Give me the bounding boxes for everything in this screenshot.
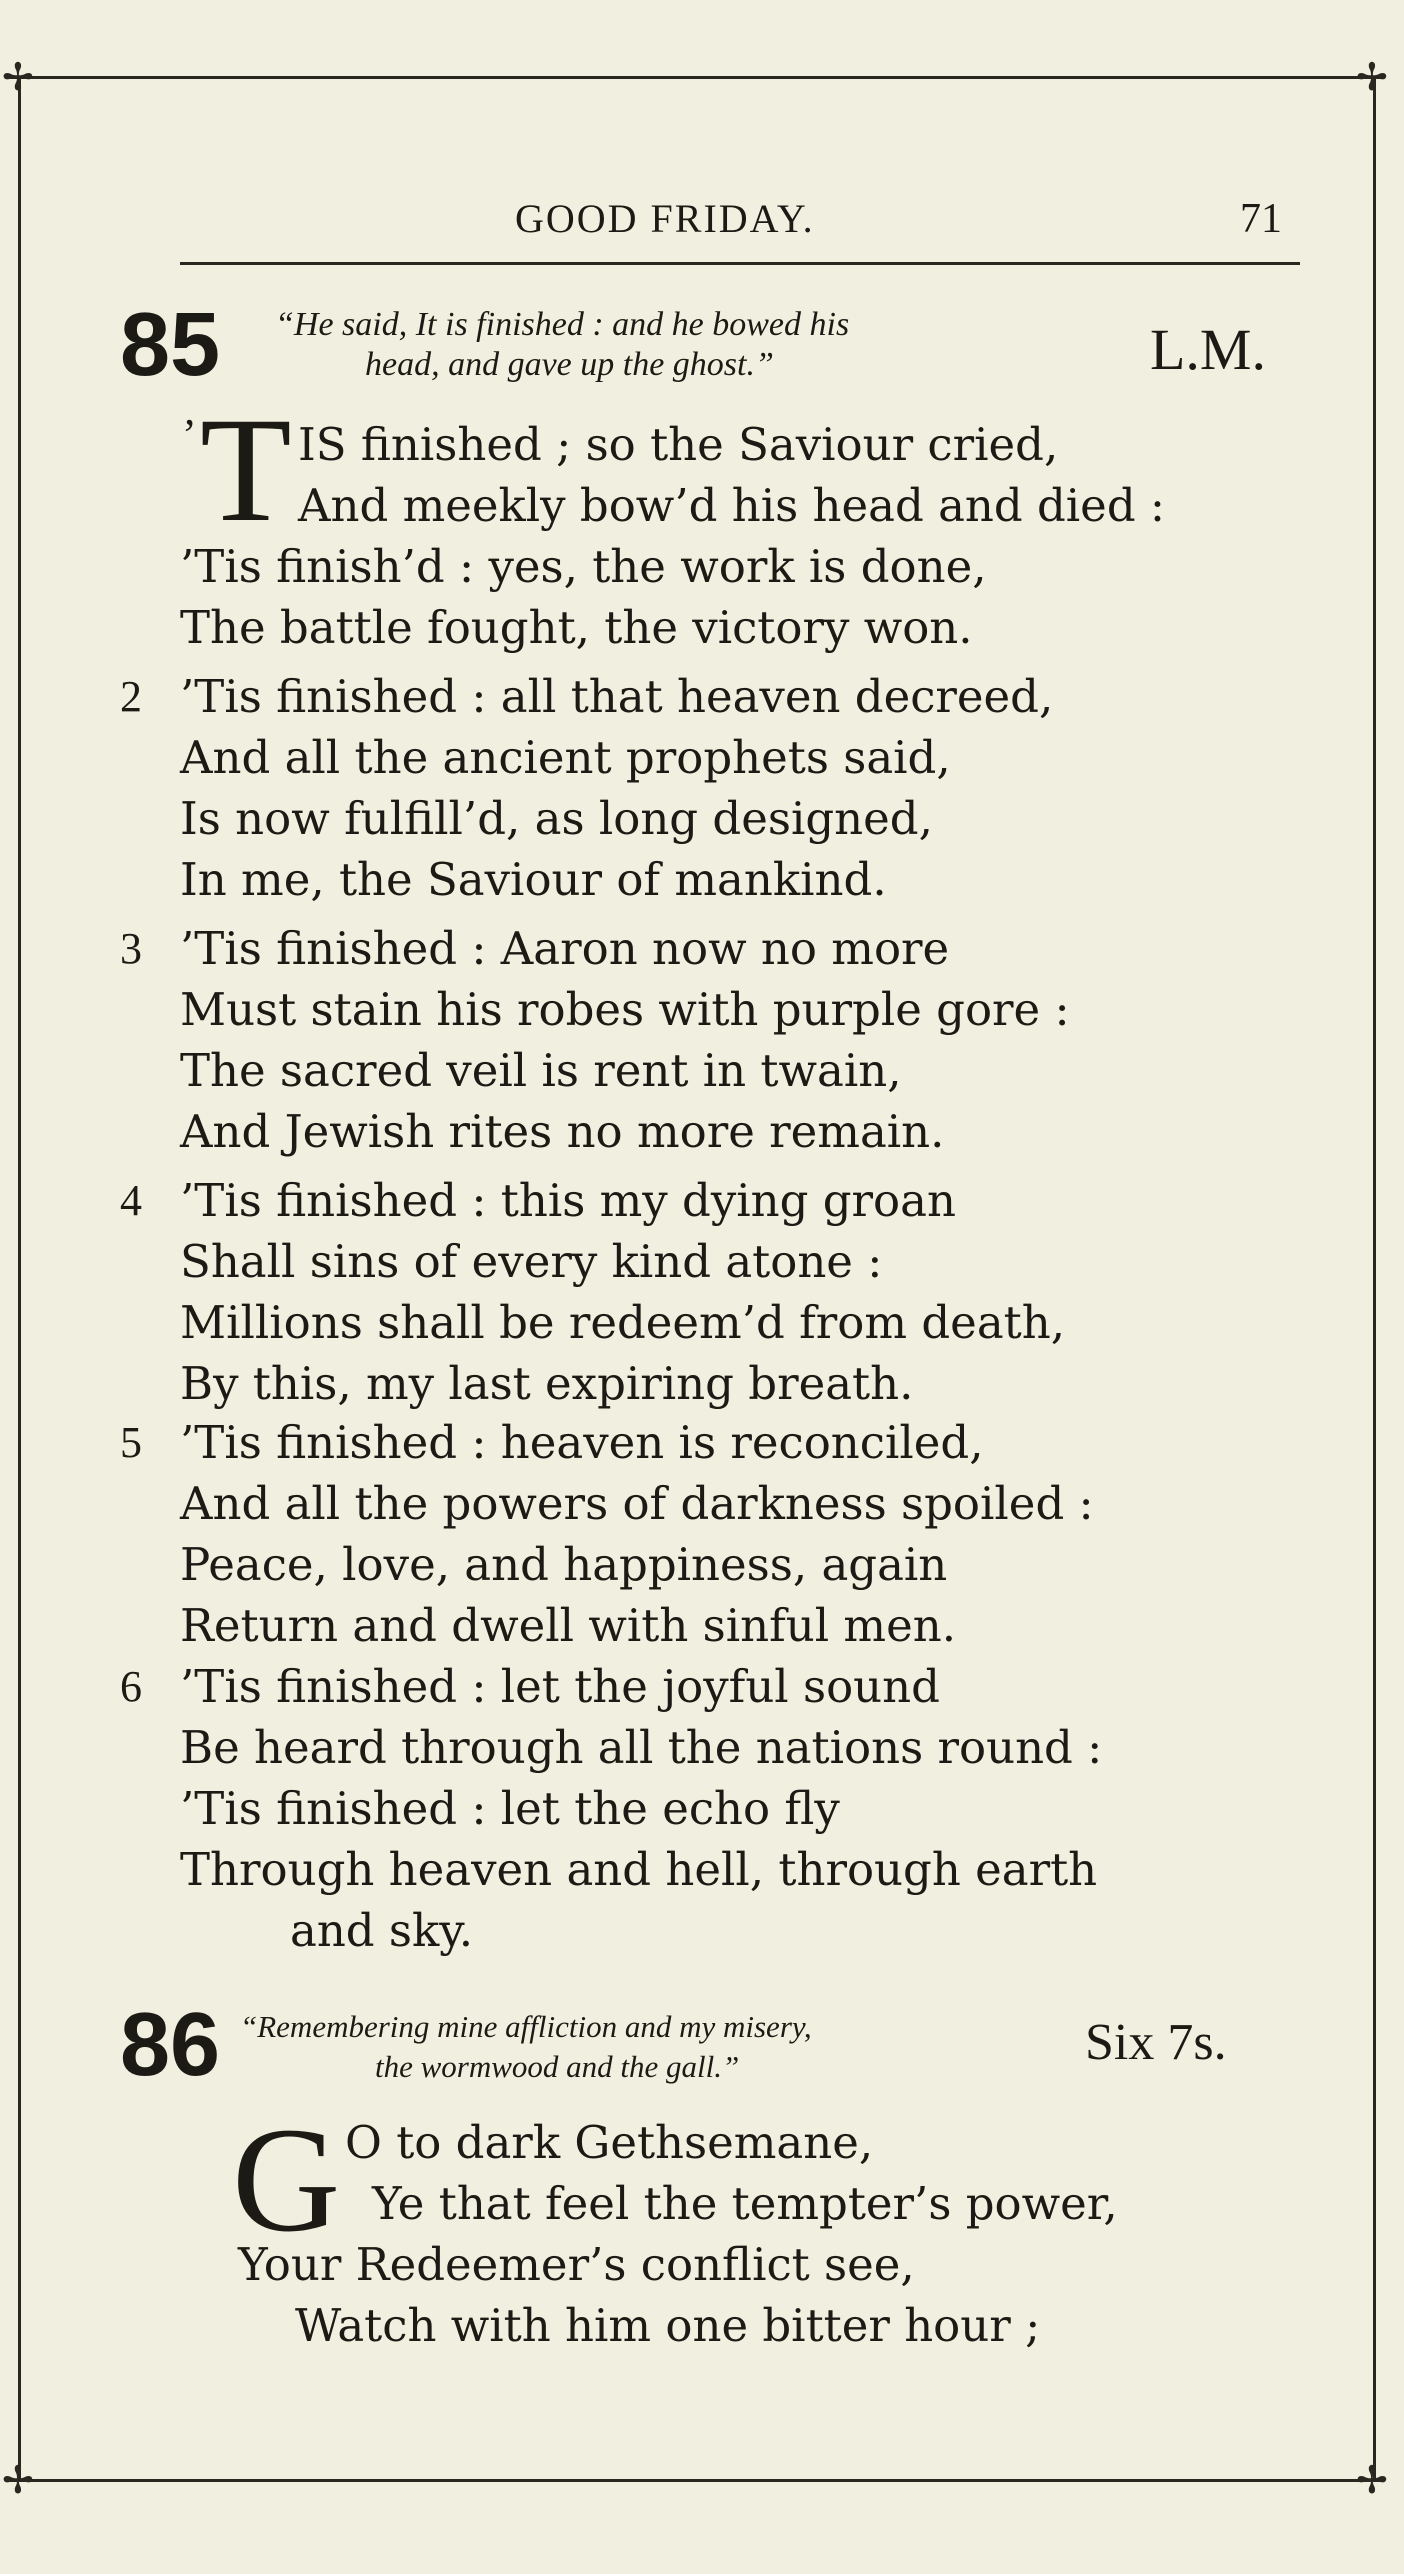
verse-line: ’Tis finished : Aaron now no more (180, 922, 950, 975)
hymn-meter: L.M. (1150, 317, 1266, 382)
verse-line: The sacred veil is rent in twain, (180, 1044, 902, 1097)
drop-cap: T (200, 387, 292, 553)
verse-line: ’Tis finished : let the joyful sound (180, 1660, 940, 1713)
head-rule (180, 262, 1300, 265)
epigraph-line: head, and gave up the ghost.” (365, 346, 774, 383)
verse-line: And Jewish rites no more remain. (180, 1105, 945, 1158)
verse-line: The battle fought, the victory won. (180, 601, 973, 654)
verse-line: Must stain his robes with purple gore : (180, 983, 1070, 1036)
verse-line: Return and dwell with sinful men. (180, 1599, 957, 1652)
verse-line: Be heard through all the nations round : (180, 1721, 1103, 1774)
verse-line: ’Tis finish’d : yes, the work is done, (180, 540, 987, 593)
hymn-epigraph (275, 305, 849, 385)
corner-ornament-icon: ✢ (1356, 2458, 1388, 2502)
verse-line: Millions shall be redeem’d from death, (180, 1296, 1066, 1349)
verse-line: By this, my last expiring breath. (180, 1357, 914, 1410)
verse-line: And all the ancient prophets said, (180, 731, 951, 784)
verse-number: 2 (120, 672, 142, 721)
corner-ornament-icon: ✢ (2, 55, 34, 99)
verse-line: O to dark Gethsemane, (345, 2116, 874, 2169)
verse-line: Through heaven and hell, through earth (180, 1843, 1098, 1896)
opening-apostrophe: ’ (182, 410, 197, 459)
verse-line: And meekly bow’d his head and died : (298, 479, 1166, 532)
page-number: 71 (1240, 196, 1282, 242)
left-border (18, 76, 21, 2481)
verse-number: 3 (120, 924, 142, 973)
verse-line: Watch with him one bitter hour ; (295, 2299, 1041, 2352)
verse-line: Your Redeemer’s conflict see, (238, 2238, 915, 2291)
verse-number: 4 (120, 1176, 142, 1225)
epigraph-line: “He said, It is finished : and he bowed his (275, 306, 850, 343)
hymn-epigraph (240, 2007, 812, 2087)
corner-ornament-icon: ✢ (1356, 55, 1388, 99)
verse-line: Ye that feel the tempter’s power, (372, 2177, 1118, 2230)
verse-line: ’Tis finished : let the echo fly (180, 1782, 840, 1835)
corner-ornament-icon: ✢ (2, 2458, 34, 2502)
hymn-meter: Six 7s. (1085, 2014, 1227, 2071)
verse-line: and sky. (290, 1904, 474, 1957)
right-border (1373, 76, 1376, 2481)
verse-line: Shall sins of every kind atone : (180, 1235, 883, 1288)
verse-line: ’Tis finished : this my dying groan (180, 1174, 956, 1227)
verse-line: ’Tis finished : all that heaven decreed, (180, 670, 1054, 723)
running-title: GOOD FRIDAY. (515, 196, 815, 241)
hymn-number: 86 (120, 1995, 221, 2095)
verse-line: Peace, love, and happiness, again (180, 1538, 948, 1591)
bottom-border (10, 2479, 1384, 2482)
drop-cap: G (232, 2097, 341, 2263)
verse-line: ’Tis finished : heaven is reconciled, (180, 1416, 984, 1469)
verse-line: In me, the Saviour of mankind. (180, 853, 887, 906)
verse-line: IS finished ; so the Saviour cried, (298, 418, 1059, 471)
running-head (180, 195, 1280, 245)
hymn-number: 85 (120, 295, 221, 395)
epigraph-line: “Remembering mine affliction and my misery, (240, 2009, 812, 2044)
top-border (10, 76, 1384, 79)
verse-number: 6 (120, 1662, 142, 1711)
verse-number: 5 (120, 1418, 142, 1467)
verse-line: Is now fulfill’d, as long designed, (180, 792, 933, 845)
verse-line: And all the powers of darkness spoiled : (180, 1477, 1094, 1530)
epigraph-line: the wormwood and the gall.” (375, 2049, 740, 2084)
